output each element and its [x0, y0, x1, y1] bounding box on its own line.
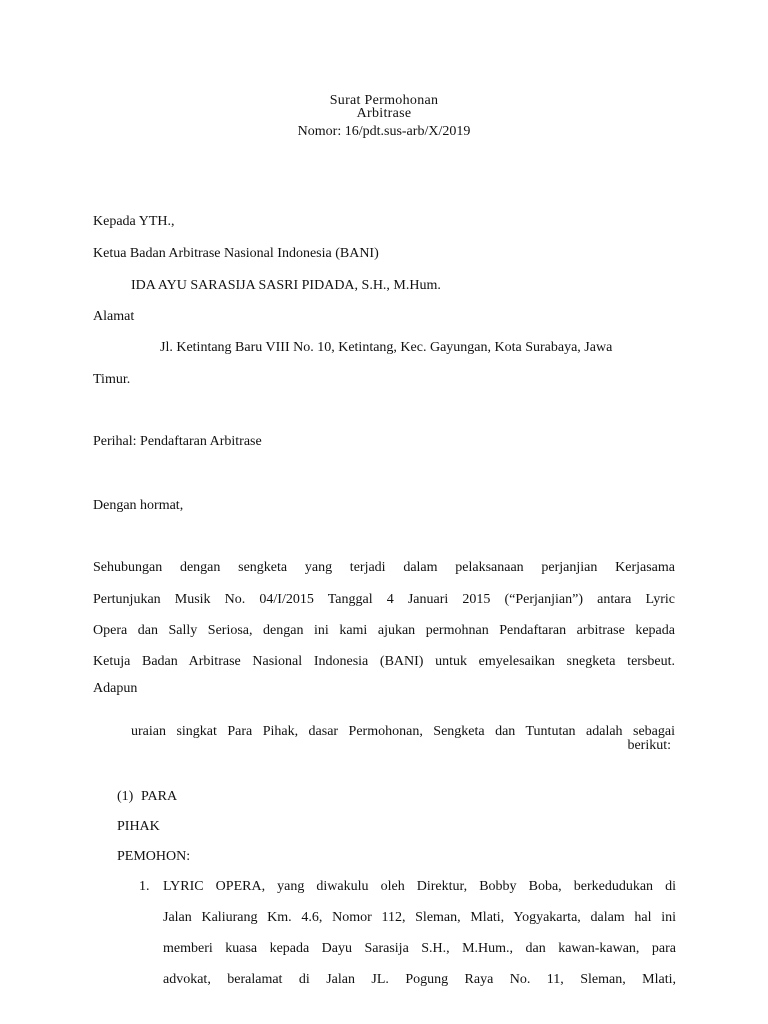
- address-line1: Jl. Ketintang Baru VIII No. 10, Ketintang, Kec. Gayungan, Kota Surabaya, Jawa: [160, 340, 613, 355]
- address-line2: Timur.: [93, 372, 131, 387]
- address-label: Alamat: [93, 309, 135, 324]
- document-title-line2: Arbitrase: [356, 106, 412, 121]
- recipient-salutation: Kepada YTH.,: [93, 214, 175, 229]
- body-line: Ketuja Badan Arbitrase Nasional Indonesia (BANI) untuk emyelesaikan snegketa tersbeut.: [93, 654, 675, 669]
- subject-line: Perihal: Pendaftaran Arbitrase: [93, 434, 262, 449]
- section-number: (1): [117, 789, 134, 804]
- recipient-name: IDA AYU SARASIJA SASRI PIDADA, S.H., M.Hum.: [131, 278, 441, 293]
- section-heading-line3: PEMOHON:: [117, 849, 191, 864]
- body-continuation-line2: berikut:: [627, 738, 671, 753]
- item-line: advokat, beralamat di Jalan JL. Pogung Raya No. 11, Sleman, Mlati,: [163, 972, 676, 987]
- item-line: LYRIC OPERA, yang diwakulu oleh Direktur, Bobby Boba, berkedudukan di: [163, 879, 676, 894]
- body-line: Pertunjukan Musik No. 04/I/2015 Tanggal 4 Januari 2015 (“Perjanjian”) antara Lyric: [93, 592, 675, 607]
- section-heading-line1: PARA: [141, 789, 178, 804]
- body-line: Sehubungan dengan sengketa yang terjadi dalam pelaksanaan perjanjian Kerjasama: [93, 560, 675, 575]
- item-number: 1.: [139, 879, 150, 894]
- greeting: Dengan hormat,: [93, 498, 184, 513]
- body-continuation-line1: uraian singkat Para Pihak, dasar Permohonan, Sengketa dan Tuntutan adalah sebagai: [131, 724, 675, 739]
- body-line: Adapun: [93, 681, 138, 696]
- document-title-line1: Surat Permohonan: [329, 93, 439, 108]
- document-number: Nomor: 16/pdt.sus-arb/X/2019: [297, 124, 471, 139]
- item-line: memberi kuasa kepada Dayu Sarasija S.H., M.Hum., dan kawan-kawan, para: [163, 941, 676, 956]
- recipient-office: Ketua Badan Arbitrase Nasional Indonesia (BANI): [93, 246, 379, 261]
- item-line: Jalan Kaliurang Km. 4.6, Nomor 112, Sleman, Mlati, Yogyakarta, dalam hal ini: [163, 910, 676, 925]
- body-line: Opera dan Sally Seriosa, dengan ini kami ajukan permohnan Pendaftaran arbitrase kepada: [93, 623, 675, 638]
- section-heading-line2: PIHAK: [117, 819, 160, 834]
